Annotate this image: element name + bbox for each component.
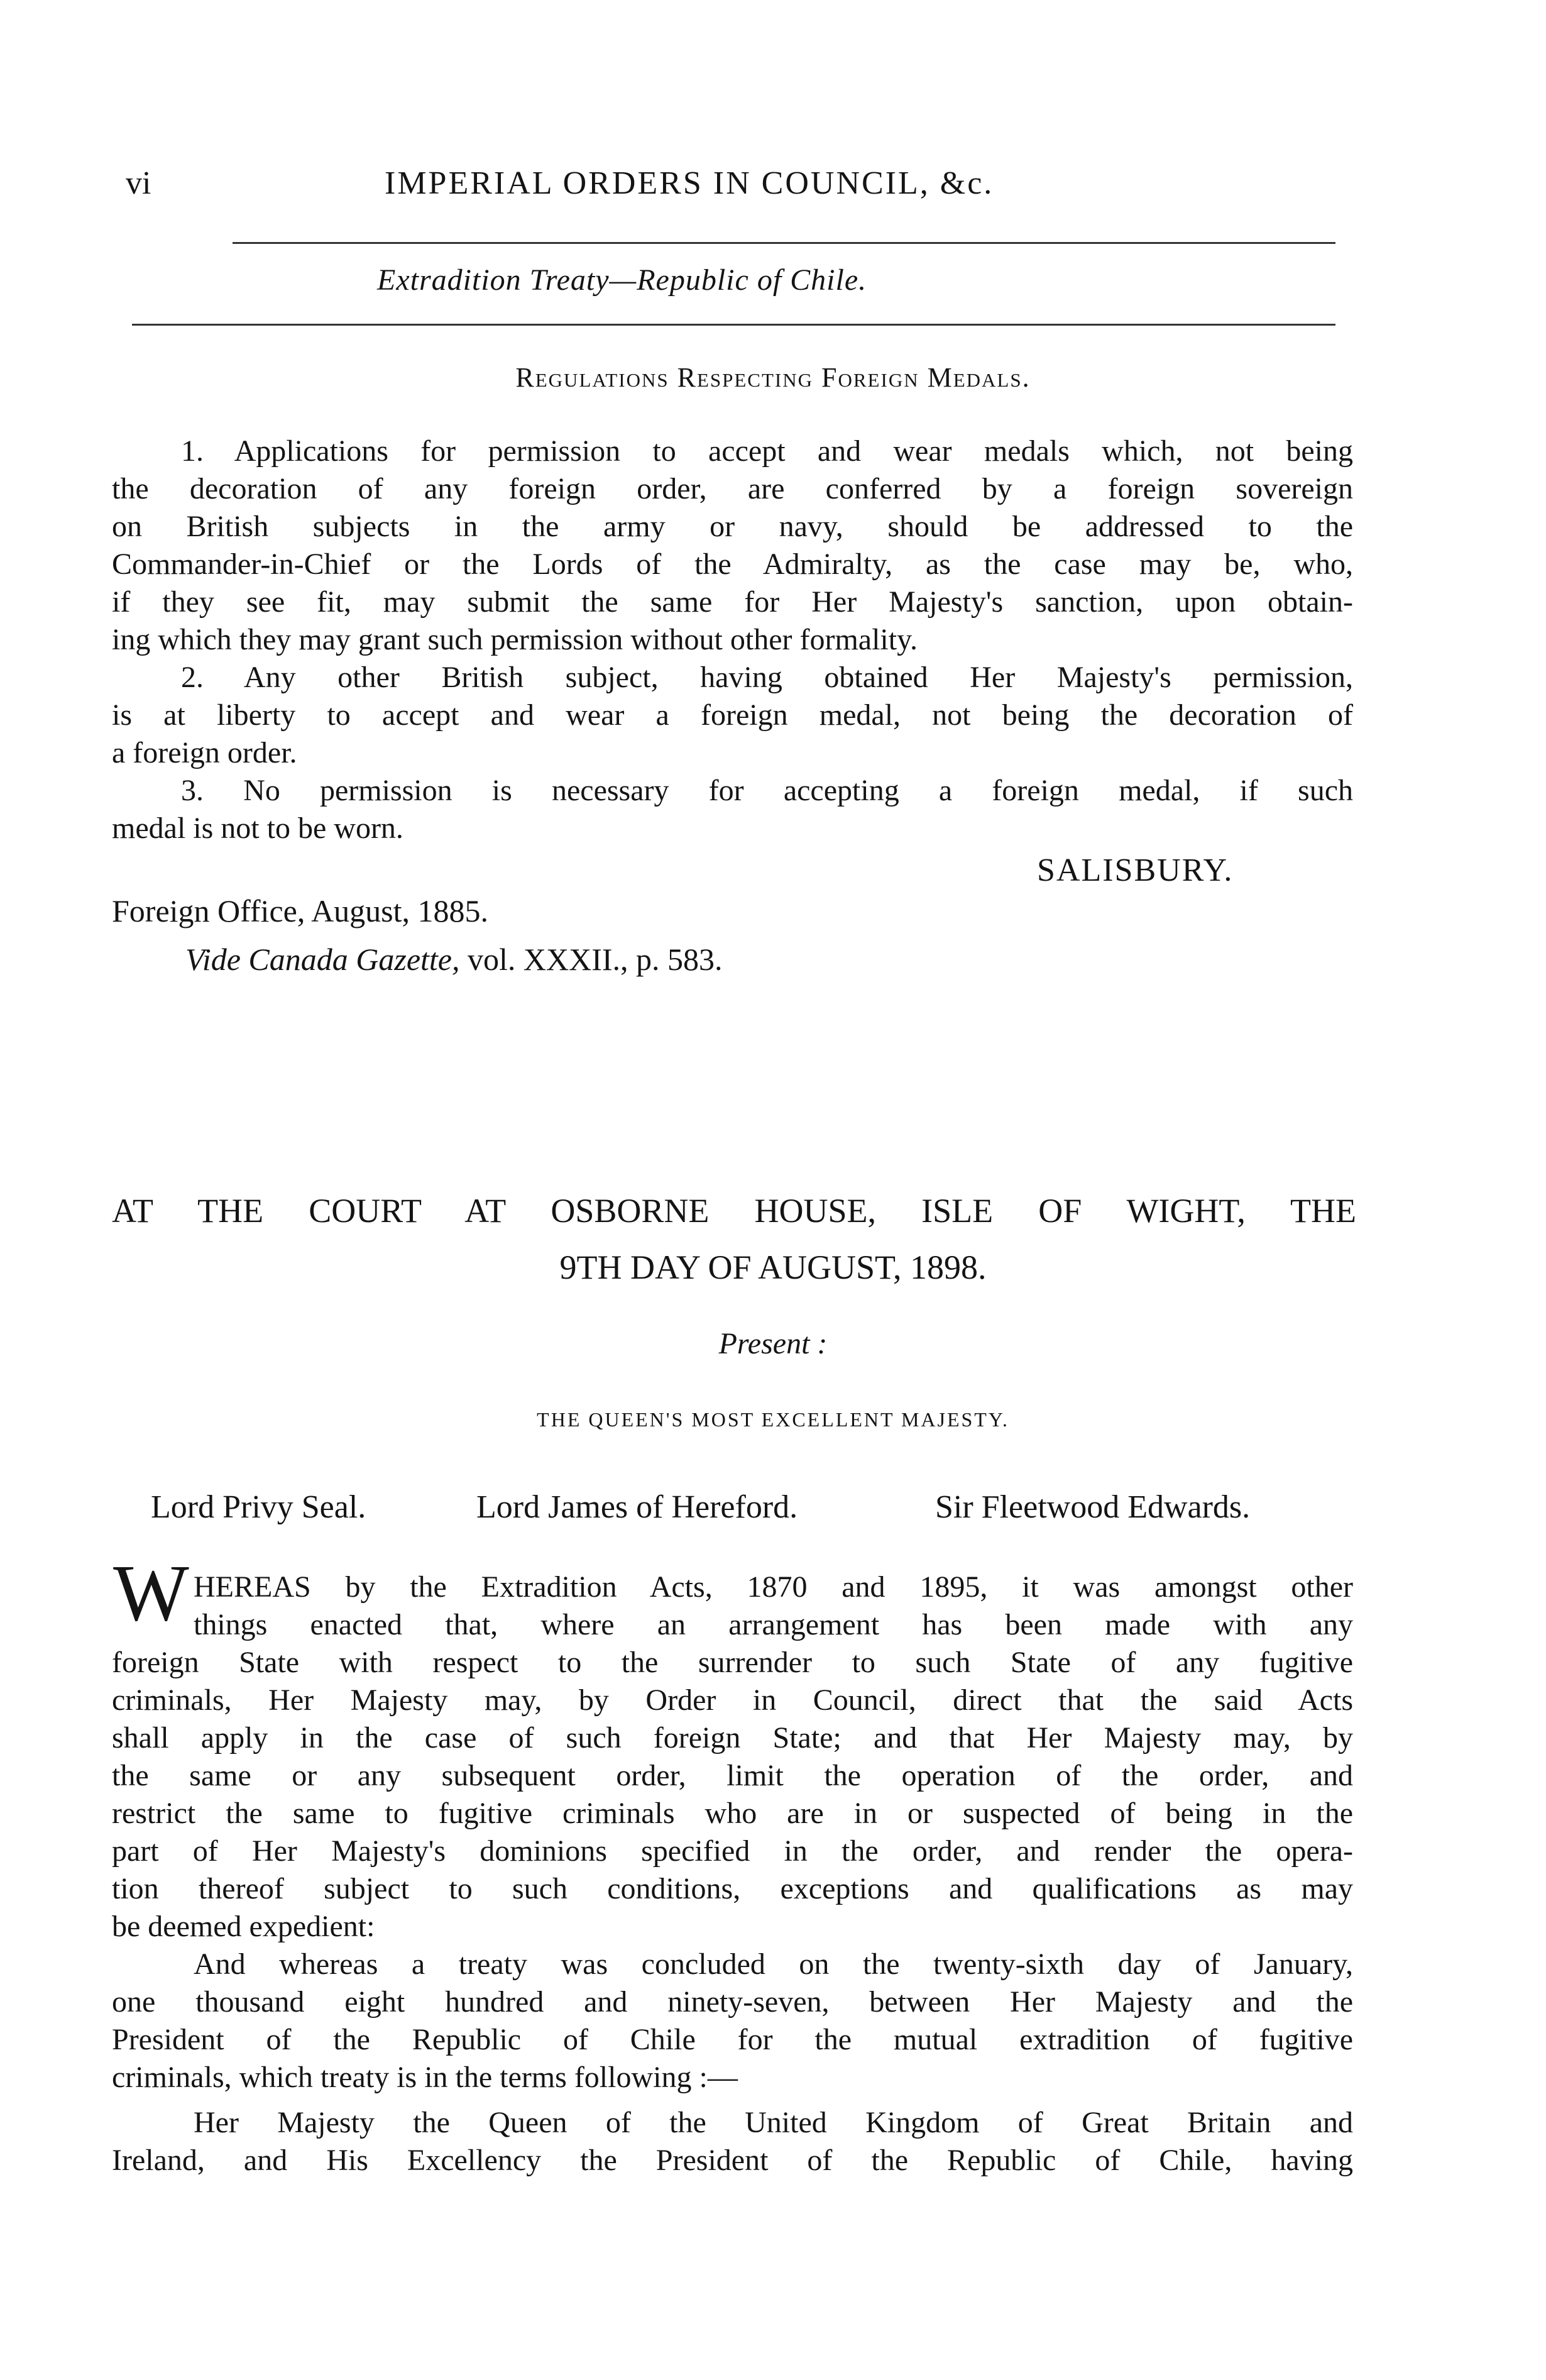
para3-line-2: medal is not to be worn. (112, 812, 403, 845)
whereas2-line-1: And whereas a treaty was concluded on the twenty-sixth day of January, (194, 1948, 1353, 1981)
drop-cap: W (113, 1548, 189, 1638)
vide-reference (185, 941, 723, 978)
court-heading-line-2: 9TH DAY OF AUGUST, 1898. (559, 1248, 987, 1286)
whereas-line-9: tion thereof subject to such conditions, exceptions and qualifications as may (112, 1872, 1353, 1905)
queen-line-1: Her Majesty the Queen of the United Kingdom of Great Britain and (194, 2106, 1353, 2139)
present-label: Present : (718, 1327, 828, 1360)
court-heading-line-1: AT THE COURT AT OSBORNE HOUSE, ISLE OF WIGHT, THE (112, 1192, 1356, 1230)
para1-line-5: if they see fit, may submit the same for Her Majesty's sanction, upon obtain- (112, 585, 1353, 619)
running-title: IMPERIAL ORDERS IN COUNCIL, &c. (385, 165, 994, 201)
whereas-line-8: part of Her Majesty's dominions specified in the order, and render the opera- (112, 1834, 1353, 1868)
para1-line-2: the decoration of any foreign order, are conferred by a foreign sovereign (112, 472, 1353, 505)
medals-paragraph-1 (112, 432, 1353, 847)
page-number: vi (126, 165, 151, 201)
attendee-lord-james: Lord James of Hereford. (476, 1489, 798, 1525)
whereas-line-5: shall apply in the case of such foreign State; and that Her Majesty may, by (112, 1721, 1353, 1755)
whereas2-line-3: President of the Republic of Chile for the mutual extradition of fugitive (112, 2023, 1353, 2056)
vide-rest: vol. XXXII., p. 583. (468, 942, 723, 977)
para1-line-1: 1. Applications for permission to accept and wear medals which, not being (181, 434, 1353, 468)
whereas2-line-2: one thousand eight hundred and ninety-seven, between Her Majesty and the (112, 1985, 1353, 2019)
attendee-sir-fleetwood: Sir Fleetwood Edwards. (935, 1489, 1251, 1525)
para2-line-2: is at liberty to accept and wear a foreign medal, not being the decoration of (112, 698, 1353, 732)
para1-line-4: Commander-in-Chief or the Lords of the Admiralty, as the case may be, who, (112, 548, 1353, 581)
section-title: Extradition Treaty—Republic of Chile. (377, 263, 867, 297)
para3-line-1: 3. No permission is necessary for accepting a foreign medal, if such (181, 774, 1353, 807)
para1-line-3: on British subjects in the army or navy, should be addressed to the (112, 510, 1353, 543)
office-date: Foreign Office, August, 1885. (112, 893, 489, 928)
queen-line-2: Ireland, and His Excellency the President of the Republic of Chile, having (112, 2144, 1353, 2177)
para2-line-3: a foreign order. (112, 736, 297, 769)
whereas-line-7: restrict the same to fugitive criminals who are in or suspected of being in the (112, 1797, 1353, 1830)
para2-line-1: 2. Any other British subject, having obtained Her Majesty's permission, (181, 661, 1353, 694)
whereas-paragraph (112, 1568, 1353, 2179)
whereas-line-2: things enacted that, where an arrangement has been made with any (194, 1608, 1353, 1641)
para1-line-6: ing which they may grant such permission without other formality. (112, 623, 918, 656)
medals-heading: Regulations Respecting Foreign Medals. (515, 362, 1031, 393)
whereas-line-3: foreign State with respect to the surrender to such State of any fugitive (112, 1646, 1353, 1679)
whereas-line-10: be deemed expedient: (112, 1910, 375, 1943)
attendee-lord-privy-seal: Lord Privy Seal. (151, 1489, 366, 1525)
whereas-line-4: criminals, Her Majesty may, by Order in Council, direct that the said Acts (112, 1683, 1353, 1717)
header-rule-top (233, 242, 1335, 244)
signature: SALISBURY. (1037, 852, 1234, 888)
majesty-line: THE QUEEN'S MOST EXCELLENT MAJESTY. (537, 1408, 1009, 1431)
header-rule-bottom (132, 324, 1335, 326)
vide-prefix: Vide Canada Gazette, (185, 942, 460, 977)
whereas-line-6: the same or any subsequent order, limit the operation of the order, and (112, 1759, 1353, 1792)
whereas-line-1: HEREAS by the Extradition Acts, 1870 and 1895, it was amongst other (194, 1570, 1353, 1604)
whereas2-line-4: criminals, which treaty is in the terms following :— (112, 2061, 738, 2094)
